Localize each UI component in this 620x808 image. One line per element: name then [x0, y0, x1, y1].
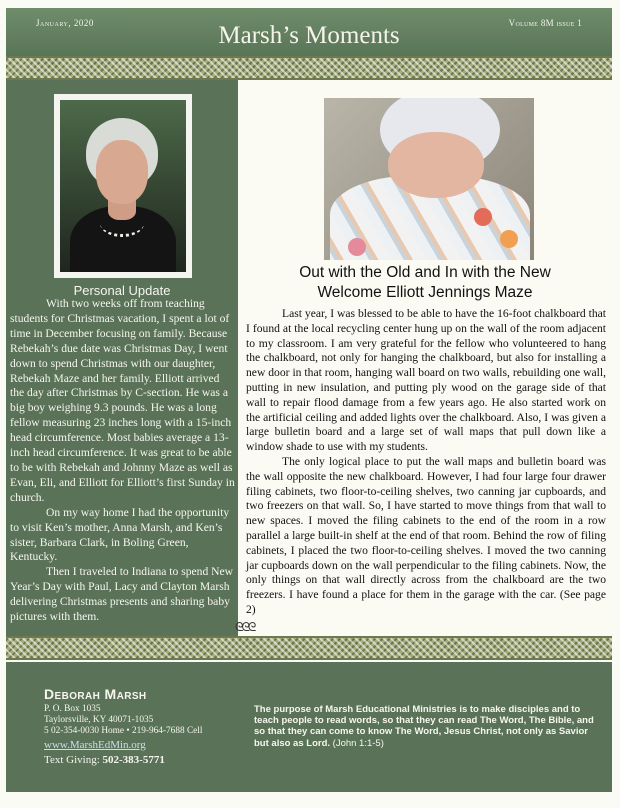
contact-address: [44, 704, 202, 737]
website-link[interactable]: www.MarshEdMin.org: [44, 739, 146, 751]
ornament-divider-icon: ᘓᘓᘓ: [235, 620, 255, 634]
address-line: P. O. Box 1035: [44, 704, 101, 714]
article-paragraph: The only logical place to put the wall maps and bulletin board was the wall opposite the new chalkboard. However, I had four large four drawer filing cabinets, two floor-to-ceiling shelves, two canning jar cupboards, and two freezers on that wall. So, I have started to move things from that wall to new spaces. I moved the filing cabinets to the end of the room in a row parallel a large built-in shelf at the end of that room. Behind the row of filing cabinets, I placed the two floor-to-ceiling shelves. I moved the two canning jar cupboards down on the wall perpendicular to the filing cabinets. Now, the only things on that wall directly across from the chalkboard are the two freezers. I have found a place for them in the garage with the car. (See page 2): [246, 454, 606, 616]
text-giving-label: Text Giving:: [44, 754, 100, 766]
contact-name: Deborah Marsh: [44, 686, 147, 702]
text-giving-number: 502-383-5771: [102, 754, 165, 766]
personal-update-text: [10, 297, 236, 625]
article-headline: [248, 263, 602, 303]
masthead: [6, 8, 612, 56]
scripture-reference: (John 1:1-5): [332, 737, 384, 749]
personal-update-paragraph: Then I traveled to Indiana to spend New Year’s Day with Paul, Lacy and Clayton Marsh delivering Christmas presents and sharing baby pictures with them.: [10, 565, 234, 624]
author-portrait-photo: [60, 100, 186, 272]
personal-update-paragraph: With two weeks off from teaching students for Christmas vacation, I spent a lot of time in December focusing on family. Because Rebekah’s due date was Christmas Day, I went down to spend Christmas with our daughter, Rebekah Maze and her family. Elliott arrived the day after Christmas by C-section. He was a big boy weighing 9.3 pounds. He was a long fellow measuring 23 inches long with a 15-inch head circumference. Most babies average a 13-inch head circumference. It was great to be able to be with Rebekah and Johnny Maze as well as Evan, Eli, and Elliott for Elliott’s first Sunday in church.: [10, 297, 235, 504]
address-line: Taylorsville, KY 40071-1035: [44, 715, 154, 725]
contact-footer: [6, 662, 612, 792]
personal-update-column: [6, 80, 238, 636]
decorative-border-bottom: [6, 636, 612, 660]
text-giving: [44, 754, 165, 766]
article-body: [246, 307, 606, 618]
phone-numbers: 5 02-354-0030 Home • 219-964-7688 Cell: [44, 726, 203, 736]
author-portrait-frame: [54, 94, 192, 278]
main-article-column: [238, 80, 612, 636]
newsletter-title: Marsh’s Moments: [218, 22, 400, 49]
volume-issue: Volume 8M issue 1: [508, 18, 582, 28]
newborn-photo: [324, 98, 534, 260]
purpose-text: The purpose of Marsh Educational Ministries is to make disciples and to teach people to read words, so that they can read The Word, The Bible, and so that they can come to know The Word, Jesus Christ, not only as Savior but also as Lord.: [254, 704, 594, 749]
decorative-border-top: [6, 56, 612, 80]
personal-update-paragraph: On my way home I had the opportunity to visit Ken’s mother, Anna Marsh, and Ken’s sister, Barbara Clark, in Boling Green, Kentucky.: [10, 505, 230, 564]
article-paragraph: Last year, I was blessed to be able to have the 16-foot chalkboard that I found at the local recycling center hung up on the wall of the room adjacent to my classroom. I am very grateful for the fellow who volunteered to hang the chalkboard, not only for hanging the chalkboard, but also for installing a new door in that room, hanging wall board on two walls, rebuilding one wall, putting in new insulation, and putting ply wood on the garage side of that wall to repair flood damage from a few years ago. He also started work on the artificial ceiling and added lights over the chalkboard. Also, I was given a large bulletin board and a large set of wall maps that pull down like a window shade to use with my students.: [246, 307, 606, 454]
ministry-purpose-statement: [254, 704, 594, 749]
article-headline-line1: Out with the Old and In with the New: [299, 264, 551, 281]
personal-update-heading: Personal Update: [73, 283, 171, 298]
article-headline-line2: Welcome Elliott Jennings Maze: [317, 284, 533, 301]
issue-date: January, 2020: [36, 18, 94, 28]
